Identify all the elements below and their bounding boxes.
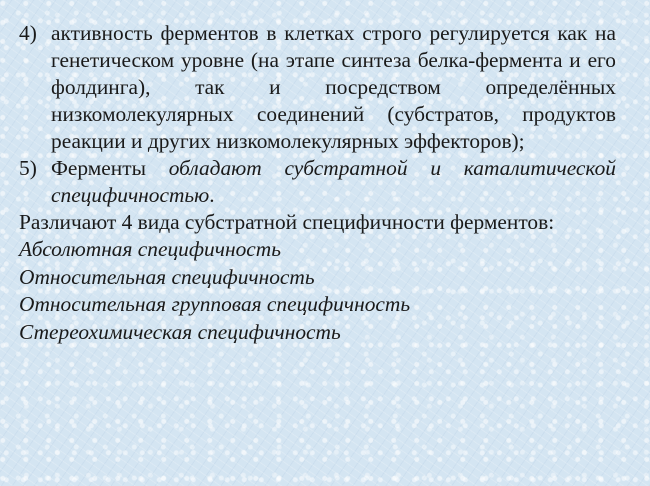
slide-content bbox=[19, 20, 616, 346]
specificity-intro: Различают 4 вида субстратной специфичности ферментов: bbox=[19, 210, 555, 234]
list-number: 4) bbox=[19, 21, 37, 45]
specificity-type: Абсолютная специфичность bbox=[19, 237, 281, 261]
list-item-text: активность ферментов в клетках строго регулируется как на генетическом уровне (на этапе синтеза белка-фермента и его фолдинга), так и посредством определённых низкомолекулярных соединений (субстратов, продуктов реакции и других низкомолекулярных эффекторов); bbox=[51, 21, 616, 153]
list-number: 5) bbox=[19, 156, 37, 180]
list-item-text bbox=[51, 155, 616, 209]
list-item-text-plain: Ферменты bbox=[51, 156, 169, 180]
list-item-text-end: . bbox=[209, 183, 215, 207]
specificity-type: Стереохимическая специфичность bbox=[19, 319, 341, 344]
specificity-type: Относительная специфичность bbox=[19, 264, 315, 289]
list-item-text-italic: обладают субстратной и каталитической специфичностью bbox=[51, 156, 617, 207]
list-item-4 bbox=[19, 20, 616, 155]
list-item-5 bbox=[19, 155, 616, 209]
specificity-type: Относительная групповая специфичность bbox=[19, 292, 411, 316]
specificity-types-list bbox=[19, 236, 616, 346]
